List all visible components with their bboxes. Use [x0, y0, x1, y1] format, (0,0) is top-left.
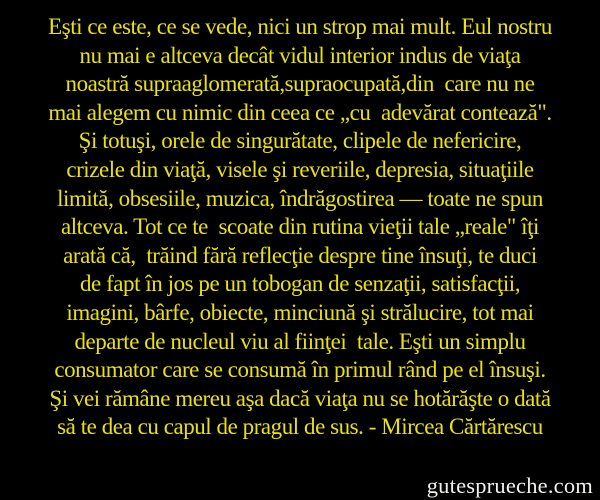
quote-line: limită, obsesiile, muzica, îndrăgostirea — toate ne spun	[57, 185, 543, 211]
quote-line: consumator care se consumă în primul rând pe el însuşi.	[54, 357, 546, 383]
quote-line: Şi totuşi, orele de singurătate, clipele de nefericire,	[78, 128, 522, 154]
quote-line-with-attribution: să te dea cu capul de pragul de sus. - Mircea Cărtărescu	[57, 414, 543, 440]
quote-block	[0, 13, 600, 442]
quote-line: altceva. Tot ce te scoate din rutina vieţii tale „reale" îţi	[60, 214, 539, 240]
quote-line: mai alegem cu nimic din ceea ce „cu adevărat contează".	[48, 99, 552, 125]
quote-line: Eşti ce este, ce se vede, nici un strop mai mult. Eul nostru	[48, 14, 552, 39]
quote-line: crizele din viaţă, visele şi reveriile, depresia, situaţiile	[66, 156, 534, 182]
quote-line: noastră supraaglomerată,supraocupată,din care nu ne	[65, 71, 535, 97]
quote-line: de fapt în jos pe un tobogan de senzaţii, satisfacţii,	[79, 271, 521, 297]
quote-line: nu mai e altceva decât vidul interior indus de viaţa	[79, 42, 521, 68]
quote-line: Şi vei rămâne mereu aşa dacă viaţa nu se hotărăşte o dată	[49, 385, 551, 411]
watermark-site-name: gutesprueche.com	[426, 473, 593, 498]
quote-line: departe de nucleul viu al fiinţei tale. Eşti un simplu	[74, 328, 526, 354]
quote-line: imagini, bârfe, obiecte, minciună şi strălucire, tot mai	[66, 299, 534, 325]
quote-line: arată că, trăind fără reflecţie despre tine însuţi, te duci	[63, 242, 537, 268]
